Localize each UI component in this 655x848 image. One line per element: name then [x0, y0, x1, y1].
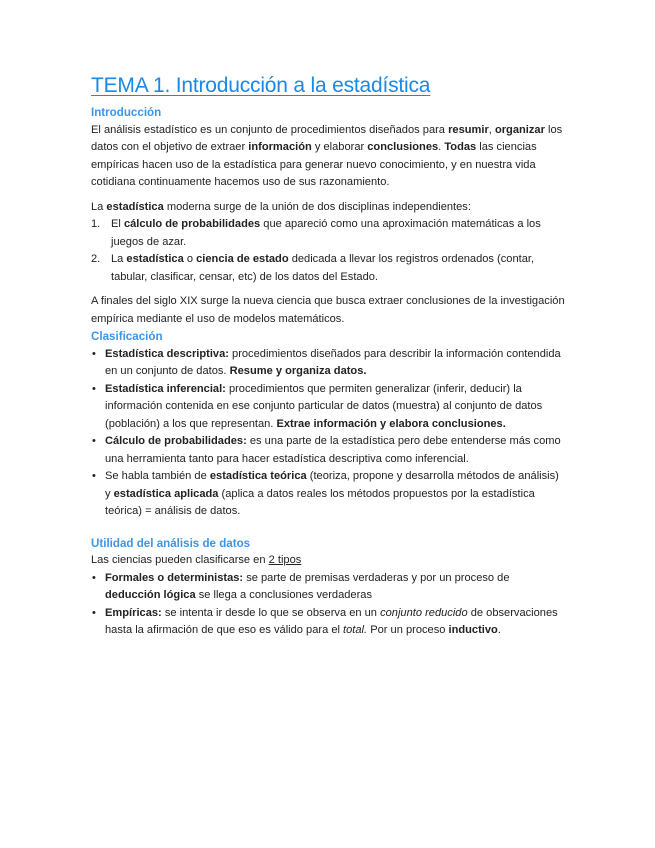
text-run: que apareció como una aproximación matemáticas a los juegos de azar. [111, 218, 541, 248]
bold-text: Empíricas: [105, 606, 162, 619]
clasificacion-list [91, 346, 567, 521]
bold-text: estadística [126, 253, 184, 265]
bullet-icon: • [92, 571, 96, 584]
text-run: es una parte de la estadística pero debe entenderse más como una herramienta tanto para hacer estadística descriptiva como inferencial. [105, 435, 561, 465]
text-run: y elaborar [311, 141, 368, 153]
list-item [91, 216, 567, 251]
intro-paragraph-1 [91, 122, 567, 192]
section-heading-utilidad: Utilidad del análisis de datos [91, 536, 251, 550]
list-item [91, 381, 567, 434]
text-run: procedimientos que permiten generalizar (inferir, deducir) la información contenida en ese conjunto particular de datos (muestra) al conjunto de datos (población) a los que representan. [105, 382, 543, 430]
text-run: . [497, 624, 501, 636]
bold-text: Resume y organiza datos. [229, 365, 367, 377]
text-run: Por un proceso [367, 624, 449, 636]
text-run: La [91, 200, 107, 213]
bold-text: Todas [444, 141, 477, 153]
intro-paragraph-2 [91, 199, 567, 217]
list-number: 1. [91, 218, 101, 230]
list-item-text [105, 383, 542, 430]
list-item-text [105, 470, 559, 517]
bold-text: Extrae información y elabora conclusiones. [276, 417, 506, 430]
text-run: dedicada a llevar los registros ordenados (contar, tabular, clasificar, censar, etc) de los datos del Estado. [111, 253, 535, 283]
section-heading-introduccion: Introducción [91, 106, 162, 119]
bullet-icon: • [92, 606, 96, 619]
text-run: moderna surge de la unión de dos disciplinas independientes: [163, 200, 471, 213]
list-item [91, 570, 567, 605]
page-title: TEMA 1. Introducción a la estadística [91, 74, 431, 97]
text-run: El [111, 218, 124, 230]
list-item-text [105, 607, 558, 637]
bold-text: información [248, 141, 312, 153]
bold-text: estadística [106, 200, 164, 213]
bold-text: estadística teórica [209, 470, 307, 482]
bold-text: conclusiones [367, 141, 439, 153]
text-run: La [111, 253, 127, 265]
text-run: (aplica a datos reales los métodos propuestos por la estadística teórica) = análisis de datos. [105, 487, 535, 517]
bullet-icon: • [92, 470, 96, 482]
list-item-text [105, 572, 510, 602]
text-run: o [183, 253, 197, 265]
text-run: Las ciencias pueden clasificarse en [91, 554, 269, 566]
bold-text: deducción lógica [105, 589, 196, 601]
bold-text: estadística aplicada [113, 487, 219, 500]
bold-text: resumir [448, 123, 489, 136]
intro-paragraph-3 [91, 293, 567, 328]
text-run: los datos con el objetivo de extraer [91, 123, 563, 153]
list-item [91, 605, 567, 640]
underlined-text: 2 tipos [268, 554, 302, 566]
text-run: se parte de premisas verdaderas y por un proceso de [243, 571, 510, 584]
italic-text: conjunto reducido [380, 606, 468, 619]
bold-text: Estadística inferencial: [105, 382, 226, 395]
bold-text: Formales o deterministas: [105, 571, 244, 584]
text-run: El análisis estadístico es un conjunto de procedimientos diseñados para [91, 123, 449, 136]
text-run: , [488, 123, 495, 136]
list-item-text [105, 435, 561, 465]
list-item [91, 433, 567, 468]
text-run: (teoriza, propone y desarrolla métodos de análisis) y [105, 470, 559, 500]
text-run: las ciencias empíricas hacen uso de la estadística para generar nuevo conocimiento, y en nuestra vida cotidiana continuamente hacemos uso de sus razonamiento. [91, 141, 537, 188]
text-run: de observaciones hasta la afirmación de que eso es válido para el [105, 606, 558, 636]
bold-text: Cálculo de probabilidades: [105, 435, 247, 447]
list-item [91, 251, 567, 286]
list-number: 2. [91, 253, 101, 265]
utilidad-intro [91, 552, 567, 570]
text-run: se llega a conclusiones verdaderas [195, 589, 372, 601]
list-item-text [111, 253, 534, 283]
section-heading-clasificacion: Clasificación [91, 330, 163, 343]
bold-text: cálculo de probabilidades [123, 218, 261, 230]
disciplines-list [91, 216, 567, 286]
bullet-icon: • [92, 347, 96, 360]
list-item-text [105, 348, 561, 378]
bullet-icon: • [92, 435, 96, 447]
text-run: . [438, 141, 445, 153]
text-run: procedimientos diseñados para describir la información contendida en un conjunto de datos. [105, 347, 561, 377]
list-item [91, 468, 567, 521]
bold-text: organizar [494, 123, 545, 136]
bold-text: Estadística descriptiva: [105, 347, 229, 360]
list-item [91, 346, 567, 381]
text-run: Se habla también de [105, 470, 210, 482]
italic-text: total. [343, 624, 368, 636]
bold-text: inductivo [448, 624, 498, 636]
utilidad-list [91, 570, 567, 640]
text-run: se intenta ir desde lo que se observa en un [161, 606, 381, 619]
text-run: A finales del siglo XIX surge la nueva ciencia que busca extraer conclusiones de la investigación empírica mediante el uso de modelos matemáticos. [91, 295, 565, 325]
bullet-icon: • [92, 382, 96, 395]
list-item-text [111, 218, 541, 248]
bold-text: ciencia de estado [196, 253, 289, 265]
